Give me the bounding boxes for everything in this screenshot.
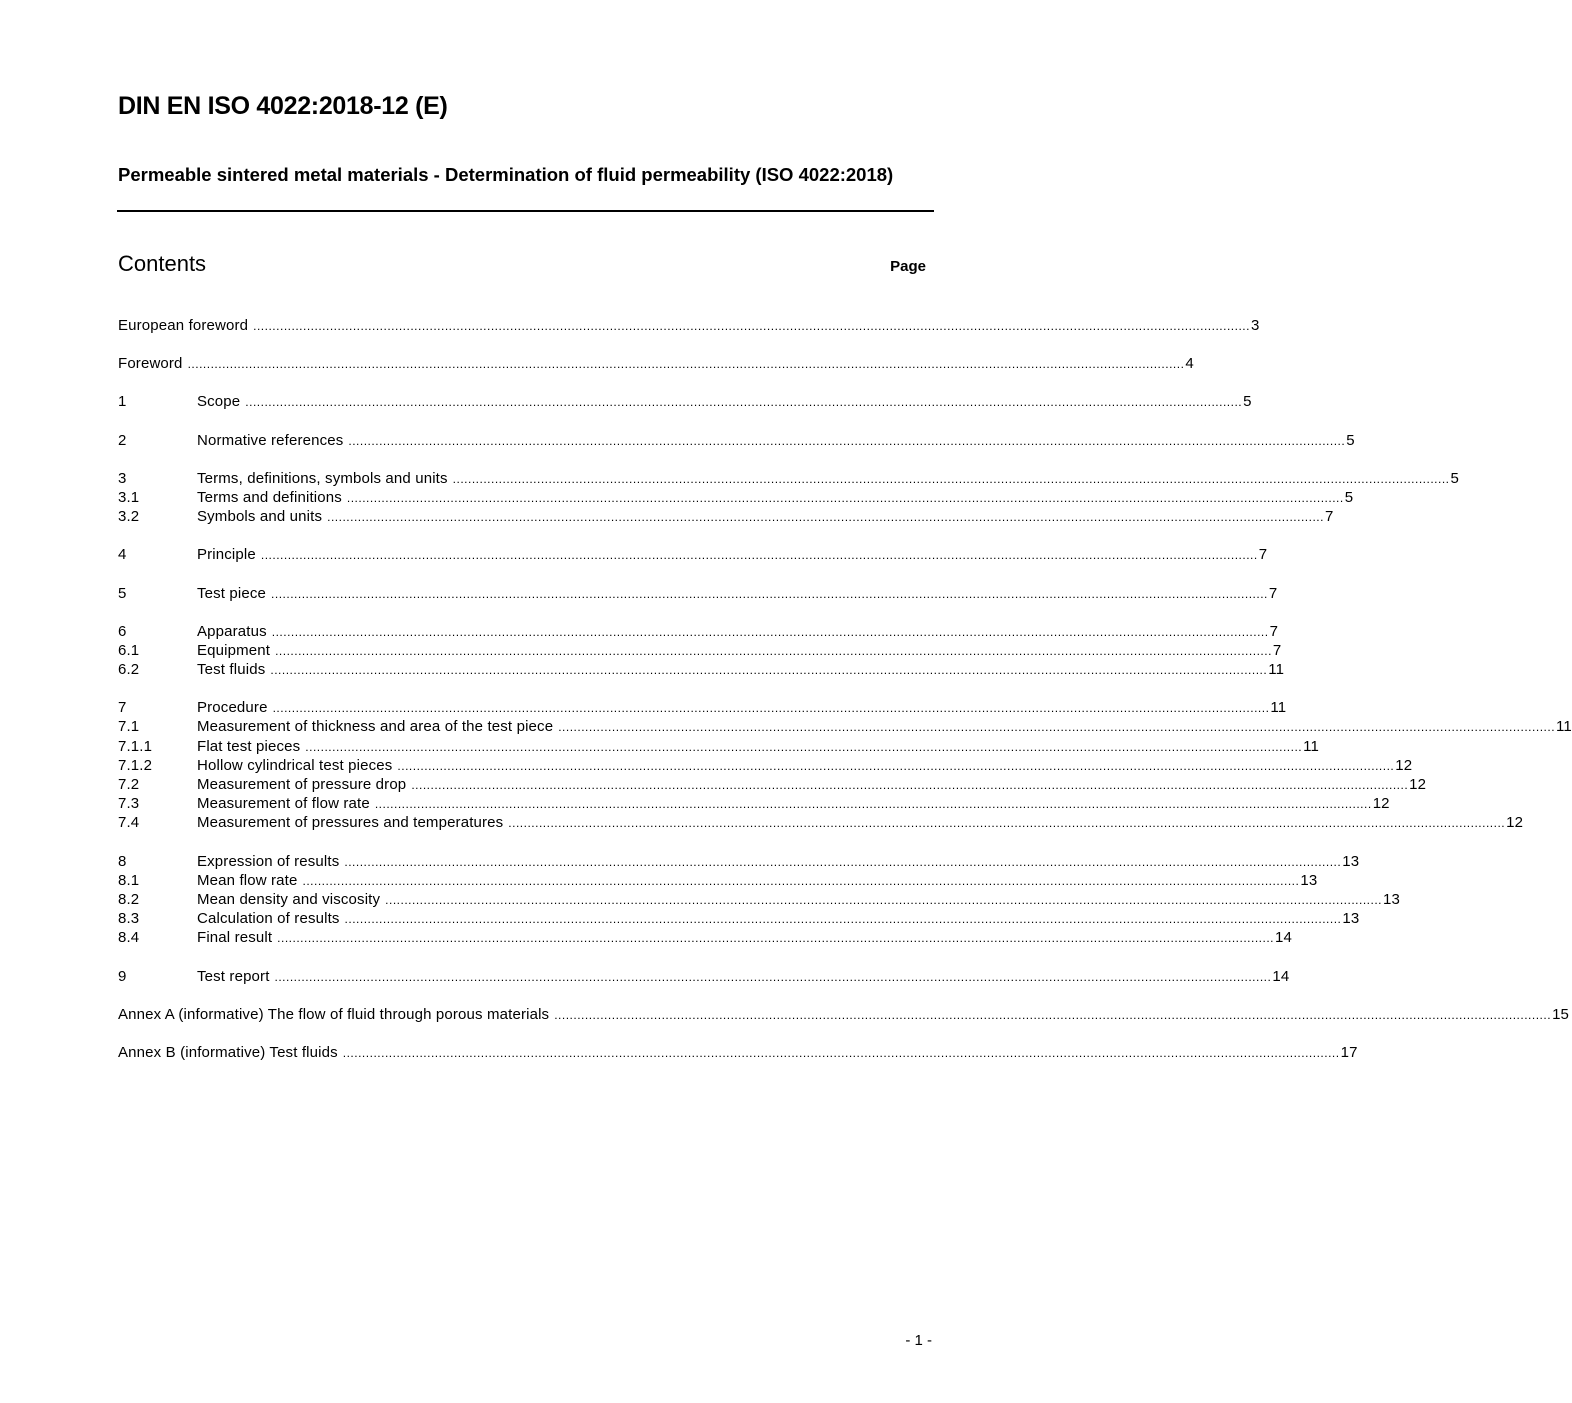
- title-divider: [117, 210, 934, 212]
- toc-dot-leader: ....................................................................................................................................................................................................................................................................: [508, 816, 1506, 831]
- toc-spacer: [118, 335, 921, 354]
- toc-entry-number: 3.1: [118, 488, 140, 506]
- toc-spacer: [118, 986, 921, 1005]
- toc-entry-title: Terms, definitions, symbols and units: [197, 469, 448, 487]
- toc-spacer: [118, 679, 921, 698]
- toc-entry-page: 13: [1342, 910, 1360, 928]
- toc-entry-title: Measurement of pressures and temperatures: [197, 814, 504, 832]
- toc-entry-page: 14: [1272, 967, 1290, 985]
- toc-dot-leader: ....................................................................................................................................................................................................................................................................: [385, 892, 1382, 907]
- toc-spacer: [118, 526, 921, 545]
- toc-spacer: [118, 450, 921, 469]
- toc-entry-page: 13: [1300, 871, 1318, 889]
- toc-entry-page: 5: [1344, 488, 1354, 506]
- toc-entry[interactable]: [118, 507, 1334, 526]
- toc-dot-leader: ....................................................................................................................................................................................................................................................................: [271, 624, 1269, 639]
- toc-spacer: [118, 1024, 921, 1043]
- toc-entry[interactable]: [118, 890, 1400, 909]
- toc-spacer: [118, 948, 921, 967]
- toc-entry-title: Mean flow rate: [197, 871, 298, 889]
- toc-dot-leader: ....................................................................................................................................................................................................................................................................: [260, 548, 1258, 563]
- toc-entry-title: Measurement of thickness and area of the test piece: [197, 718, 554, 736]
- toc-dot-leader: ....................................................................................................................................................................................................................................................................: [397, 758, 1395, 773]
- toc-entry-title: Test fluids: [197, 661, 266, 679]
- toc-entry-page: 11: [1270, 699, 1287, 717]
- toc-entry[interactable]: [118, 813, 1524, 832]
- toc-entry-page: 12: [1372, 795, 1390, 813]
- toc-entry[interactable]: [118, 622, 1279, 641]
- toc-entry-title: Equipment: [197, 641, 271, 659]
- toc-entry-title: Apparatus: [197, 622, 267, 640]
- toc-entry-title: Annex B (informative) Test fluids: [118, 1043, 338, 1061]
- toc-entry-page: 7: [1272, 641, 1282, 659]
- toc-entry-page: 3: [1250, 317, 1260, 334]
- toc-dot-leader: ....................................................................................................................................................................................................................................................................: [187, 357, 1185, 372]
- toc-entry-page: 7: [1324, 508, 1334, 526]
- toc-dot-leader: ....................................................................................................................................................................................................................................................................: [411, 778, 1409, 792]
- toc-dot-leader: ....................................................................................................................................................................................................................................................................: [344, 912, 1342, 927]
- toc-dot-leader: ....................................................................................................................................................................................................................................................................: [342, 1045, 1340, 1060]
- toc-entry-number: 7.4: [118, 814, 140, 832]
- toc-entry[interactable]: [118, 852, 1360, 871]
- toc-dot-leader: ....................................................................................................................................................................................................................................................................: [277, 931, 1275, 946]
- toc-spacer: [118, 565, 921, 584]
- toc-dot-leader: ....................................................................................................................................................................................................................................................................: [558, 720, 1556, 735]
- toc-entry[interactable]: [118, 698, 1287, 717]
- toc-entry-title: Procedure: [197, 699, 268, 717]
- toc-entry-title: Test report: [197, 967, 270, 985]
- toc-entry-title: Mean density and viscosity: [197, 890, 381, 908]
- toc-entry[interactable]: [118, 717, 1572, 736]
- toc-dot-leader: ....................................................................................................................................................................................................................................................................: [253, 319, 1250, 333]
- toc-entry[interactable]: [118, 871, 1318, 890]
- toc-entry-page: 11: [1303, 737, 1319, 755]
- toc-entry-number: 7.3: [118, 795, 140, 813]
- toc-entry[interactable]: [118, 641, 1282, 660]
- toc-spacer: [118, 373, 921, 392]
- toc-entry[interactable]: [118, 584, 1278, 603]
- toc-entry-title: Expression of results: [197, 852, 340, 870]
- toc-entry[interactable]: [118, 775, 1427, 794]
- toc-entry-title: Symbols and units: [197, 508, 323, 526]
- toc-entry-page: 7: [1269, 622, 1279, 640]
- toc-entry-number: 3: [118, 469, 127, 487]
- toc-spacer: [118, 412, 921, 431]
- toc-entry-number: 7.1: [118, 718, 140, 736]
- toc-entry-title: Test piece: [197, 584, 267, 602]
- toc-entry[interactable]: [118, 794, 1390, 813]
- toc-entry[interactable]: [118, 545, 1268, 564]
- page-column-label: Page: [890, 258, 926, 275]
- toc-entry[interactable]: [118, 469, 1459, 488]
- toc-entry-number: 8.1: [118, 871, 140, 889]
- toc-dot-leader: ....................................................................................................................................................................................................................................................................: [348, 433, 1346, 448]
- document-title: DIN EN ISO 4022:2018-12 (E): [118, 92, 448, 120]
- toc-entry[interactable]: [118, 316, 1260, 335]
- toc-entry-title: Flat test pieces: [197, 737, 301, 755]
- toc-entry-number: 8.3: [118, 910, 140, 928]
- toc-dot-leader: ....................................................................................................................................................................................................................................................................: [452, 471, 1450, 486]
- toc-entry-page: 7: [1258, 546, 1268, 564]
- toc-entry-page: 15: [1552, 1005, 1570, 1023]
- toc-dot-leader: ....................................................................................................................................................................................................................................................................: [275, 643, 1272, 658]
- toc-entry-page: 13: [1383, 890, 1400, 908]
- toc-entry-number: 4: [118, 546, 127, 564]
- toc-dot-leader: ....................................................................................................................................................................................................................................................................: [554, 1007, 1552, 1022]
- toc-entry[interactable]: [118, 1043, 1358, 1062]
- toc-entry-number: 7: [118, 699, 127, 717]
- toc-dot-leader: ....................................................................................................................................................................................................................................................................: [270, 663, 1268, 678]
- toc-entry-page: 11: [1268, 661, 1285, 679]
- toc-entry-title: Calculation of results: [197, 910, 340, 928]
- toc-entry-page: 12: [1409, 776, 1427, 793]
- toc-dot-leader: ....................................................................................................................................................................................................................................................................: [344, 854, 1342, 869]
- toc-dot-leader: ....................................................................................................................................................................................................................................................................: [274, 969, 1272, 984]
- toc-entry-number: 8.4: [118, 929, 140, 947]
- toc-entry-page: 4: [1185, 355, 1194, 373]
- toc-entry-title: Measurement of pressure drop: [197, 776, 407, 793]
- toc-entry-number: 9: [118, 967, 127, 985]
- toc-entry[interactable]: [118, 756, 1413, 775]
- toc-entry-page: 5: [1243, 393, 1252, 411]
- toc-entry[interactable]: [118, 967, 1290, 986]
- toc-dot-leader: ....................................................................................................................................................................................................................................................................: [327, 510, 1324, 525]
- toc-entry-page: 11: [1556, 718, 1572, 736]
- document-subtitle: Permeable sintered metal materials - Determination of fluid permeability (ISO 4022:2018): [118, 164, 894, 185]
- toc-entry[interactable]: [118, 660, 1285, 679]
- toc-entry-number: 7.2: [118, 776, 140, 793]
- toc-entry-number: 2: [118, 431, 127, 449]
- toc-entry[interactable]: [118, 737, 1319, 756]
- toc-dot-leader: ....................................................................................................................................................................................................................................................................: [374, 797, 1372, 812]
- contents-heading: Contents: [118, 251, 207, 276]
- toc-entry-title: Principle: [197, 546, 256, 564]
- toc-entry-page: 5: [1450, 469, 1459, 487]
- toc-entry-page: 5: [1346, 431, 1355, 449]
- toc-entry-title: Scope: [197, 393, 241, 411]
- toc-spacer: [118, 833, 921, 852]
- toc-entry[interactable]: [118, 1005, 1570, 1024]
- toc-entry-number: 8: [118, 852, 127, 870]
- toc-entry-title: European foreword: [118, 317, 249, 334]
- toc-dot-leader: ....................................................................................................................................................................................................................................................................: [305, 739, 1303, 754]
- toc-entry[interactable]: [118, 431, 1355, 450]
- toc-entry-title: Terms and definitions: [197, 488, 342, 506]
- toc-entry-title: Measurement of flow rate: [197, 795, 370, 813]
- toc-entry-number: 7.1.2: [118, 756, 153, 774]
- toc-entry-page: 12: [1395, 756, 1413, 774]
- toc-entry[interactable]: [118, 392, 1252, 411]
- toc-entry[interactable]: [118, 909, 1360, 928]
- toc-entry[interactable]: [118, 354, 1194, 373]
- toc-dot-leader: ....................................................................................................................................................................................................................................................................: [302, 873, 1300, 888]
- toc-dot-leader: ....................................................................................................................................................................................................................................................................: [346, 490, 1344, 505]
- toc-dot-leader: ....................................................................................................................................................................................................................................................................: [271, 586, 1268, 601]
- toc-entry-number: 6.2: [118, 661, 140, 679]
- table-of-contents: [118, 316, 1572, 1062]
- footer-page-number: - 1 -: [905, 1332, 932, 1349]
- toc-entry-page: 17: [1340, 1043, 1358, 1061]
- toc-entry-number: 3.2: [118, 508, 140, 526]
- toc-spacer: [118, 603, 921, 622]
- toc-entry-page: 12: [1506, 814, 1524, 832]
- toc-entry-number: 6: [118, 622, 127, 640]
- toc-entry-title: Annex A (informative) The flow of fluid through porous materials: [118, 1005, 550, 1023]
- toc-entry-page: 13: [1342, 852, 1360, 870]
- toc-entry-title: Foreword: [118, 355, 183, 373]
- toc-entry-page: 7: [1268, 584, 1278, 602]
- toc-entry-number: 7.1.1: [118, 737, 153, 755]
- toc-entry-title: Hollow cylindrical test pieces: [197, 756, 393, 774]
- toc-entry-number: 6.1: [118, 641, 140, 659]
- toc-entry-title: Final result: [197, 929, 273, 947]
- toc-entry-number: 1: [118, 393, 127, 411]
- toc-entry-number: 8.2: [118, 890, 140, 908]
- toc-entry-title: Normative references: [197, 431, 344, 449]
- toc-entry-page: 14: [1275, 929, 1293, 947]
- toc-dot-leader: ....................................................................................................................................................................................................................................................................: [245, 395, 1243, 410]
- toc-entry[interactable]: [118, 488, 1354, 507]
- toc-dot-leader: ....................................................................................................................................................................................................................................................................: [272, 701, 1270, 716]
- toc-entry[interactable]: [118, 928, 1293, 947]
- toc-entry-number: 5: [118, 584, 127, 602]
